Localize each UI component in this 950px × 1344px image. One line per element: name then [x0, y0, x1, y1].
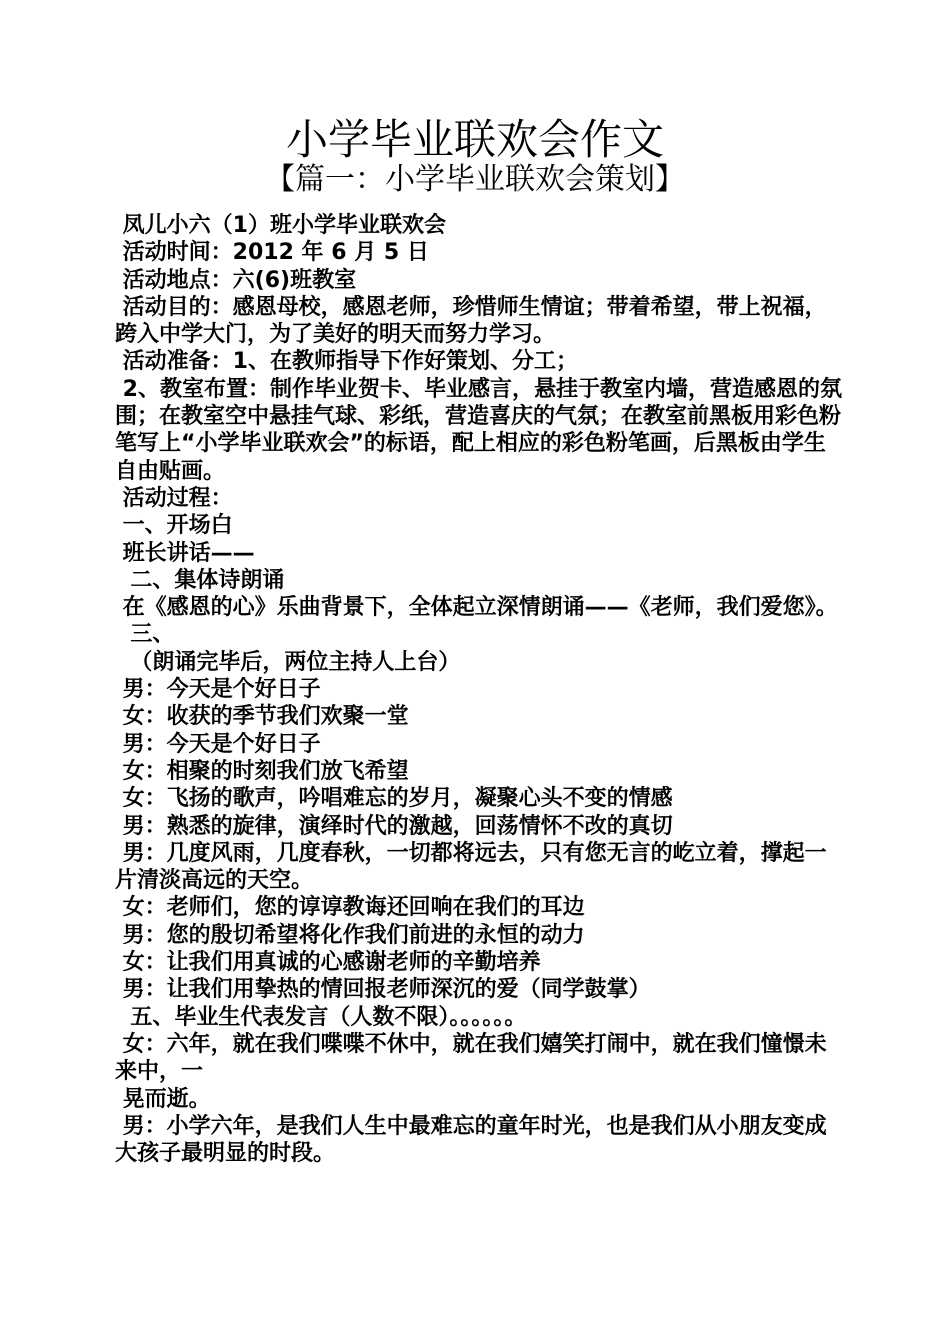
paragraph: 2、教室布置：制作毕业贺卡、毕业感言，悬挂于教室内墙，营造感恩的氛围；在教室空中悬挂气球、彩纸，营造喜庆的气氛；在教室前黑板用彩色粉笔写上“小学毕业联欢会”的标语，配上相应的彩色粉笔画，后黑板由学生自由贴画。: [115, 376, 842, 484]
document-subtitle: 【篇一：小学毕业联欢会策划】: [265, 162, 685, 197]
paragraph: 男：小学六年，是我们人生中最难忘的童年时光，也是我们从小朋友变成大孩子最明显的时段。: [115, 1113, 827, 1167]
paragraph: 女：让我们用真诚的心感谢老师的辛勤培养: [115, 950, 541, 976]
paragraph: 三、: [115, 622, 175, 648]
paragraph: 班长讲话——: [115, 540, 255, 566]
paragraph: 凤儿小六（1）班小学毕业联欢会: [115, 213, 446, 238]
paragraph: 男：熟悉的旋律，演绎时代的激越，回荡情怀不改的真切: [115, 813, 673, 839]
paragraph: 活动地点：六(6)班教室: [115, 267, 357, 293]
paragraph: 活动目的：感恩母校，感恩老师，珍惜师生情谊；带着希望，带上祝福，跨入中学大门，为了美好的明天而努力学习。: [115, 294, 827, 348]
paragraph: 在《感恩的心》乐曲背景下，全体起立深情朗诵——《老师，我们爱您》。: [115, 595, 838, 621]
paragraph: 二、集体诗朗诵: [115, 567, 285, 593]
paragraph: 女：六年，就在我们喋喋不休中，就在我们嬉笑打闹中，就在我们憧憬未来中，一: [115, 1031, 827, 1085]
paragraph: 一、开场白: [115, 513, 233, 539]
paragraph: 男：几度风雨，几度春秋，一切都将远去，只有您无言的屹立着，撑起一片清淡高远的天空。: [115, 840, 827, 894]
paragraph: 女：老师们，您的谆谆教诲还回响在我们的耳边: [115, 895, 585, 921]
paragraph: 女：相聚的时刻我们放飞希望: [115, 758, 409, 784]
paragraph: （朗诵完毕后，两位主持人上台）: [115, 649, 461, 675]
paragraph: 男：今天是个好日子: [115, 677, 321, 703]
paragraph: 活动准备：1、在教师指导下作好策划、分工；: [115, 349, 578, 375]
paragraph: 男：您的殷切希望将化作我们前进的永恒的动力: [115, 922, 585, 948]
paragraph: 女：收获的季节我们欢聚一堂: [115, 704, 409, 730]
document-body: [115, 212, 845, 1167]
paragraph: 晃而逝。: [115, 1086, 211, 1112]
paragraph: 活动过程：: [115, 485, 233, 511]
document-title: 小学毕业联欢会作文: [285, 115, 664, 164]
paragraph: 男：今天是个好日子: [115, 731, 321, 757]
paragraph: 女：飞扬的歌声，吟唱难忘的岁月，凝聚心头不变的情感: [115, 786, 673, 812]
paragraph: 五、毕业生代表发言（人数不限）。。。。。。: [115, 1004, 527, 1030]
paragraph: 男：让我们用挚热的情回报老师深沉的爱（同学鼓掌）: [115, 977, 651, 1003]
paragraph: 活动时间：2012 年 6 月 5 日: [115, 240, 429, 266]
